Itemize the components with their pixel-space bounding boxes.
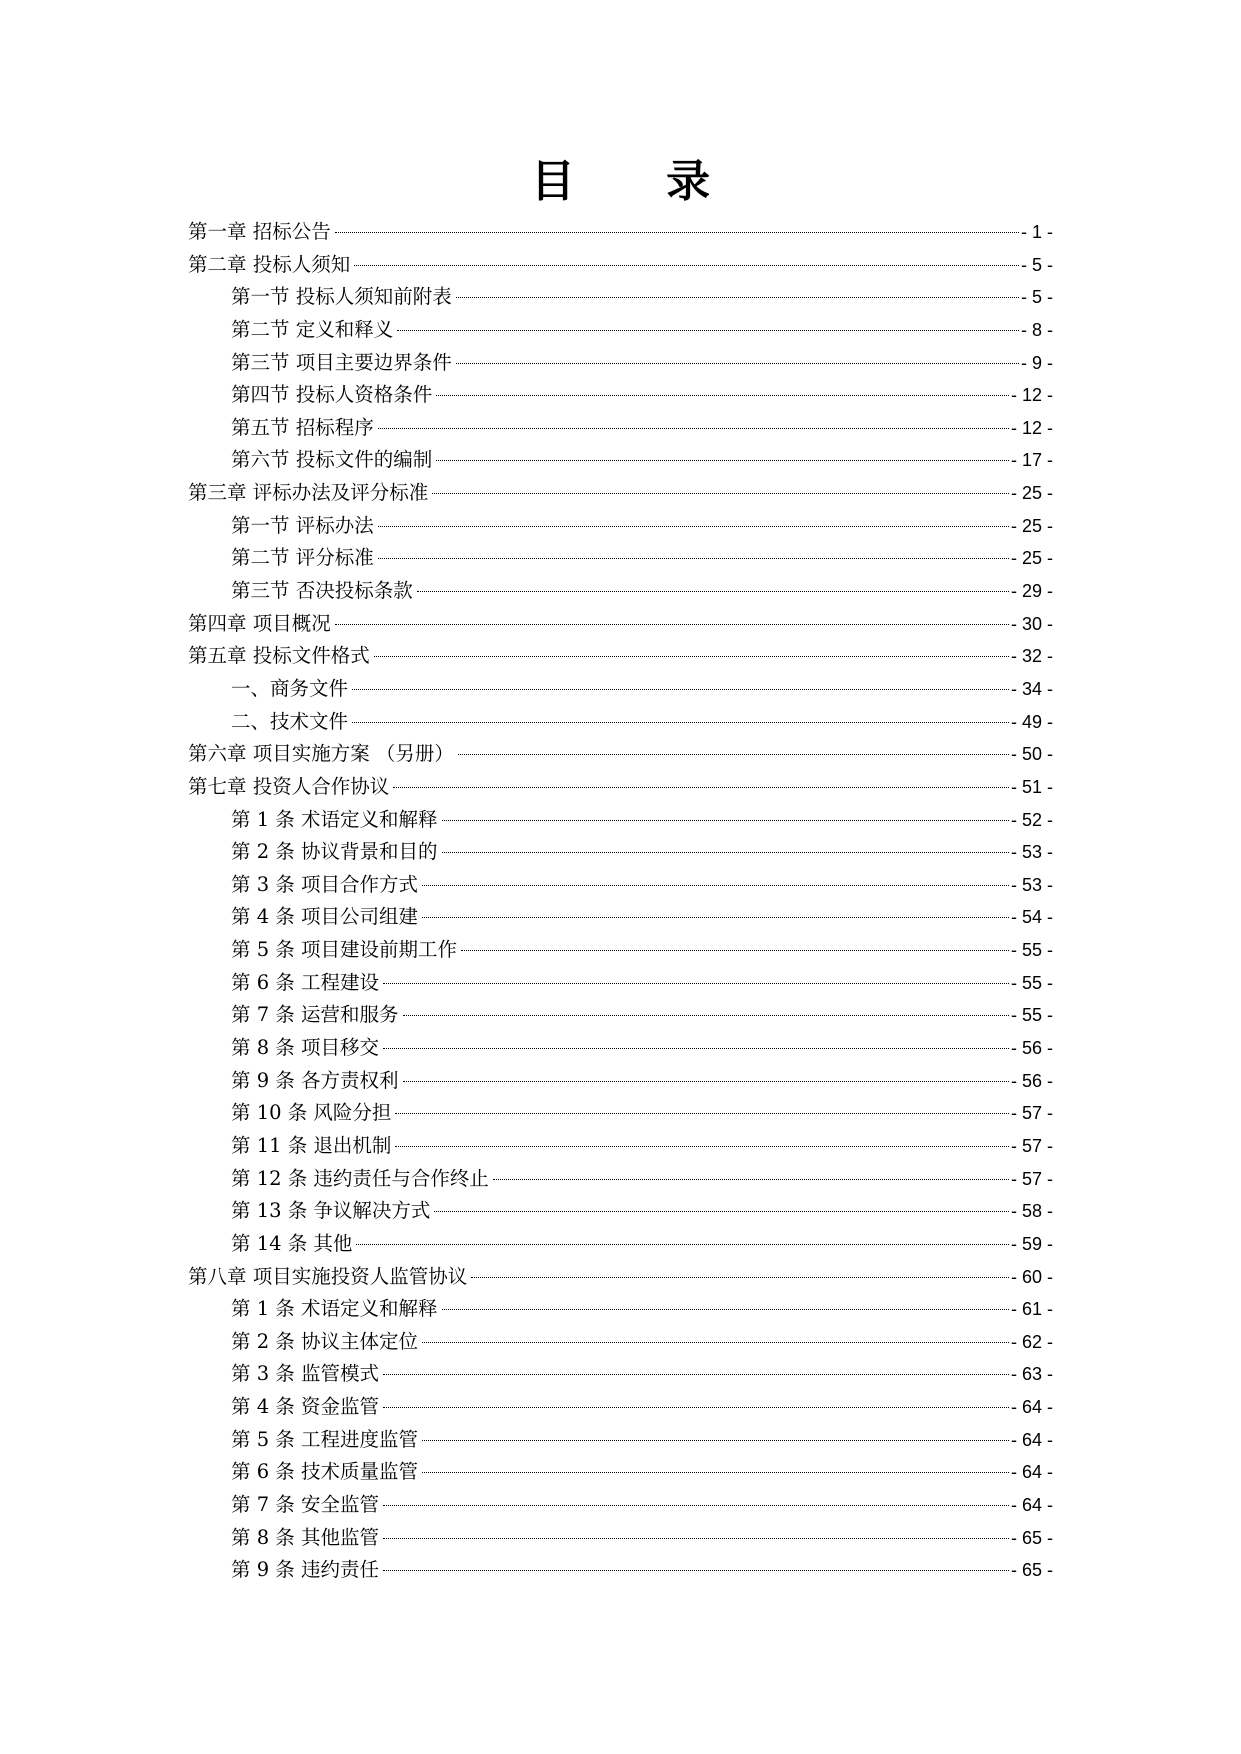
- toc-page-number: - 57 -: [1010, 1135, 1053, 1156]
- toc-dot-leader: [434, 1211, 1009, 1212]
- toc-section-entry[interactable]: [188, 1358, 1053, 1391]
- toc-entry-label: 第 2 条 协议主体定位: [231, 1329, 419, 1353]
- toc-entry-label: 第三章 评标办法及评分标准: [188, 481, 429, 505]
- toc-entry-label: 第六章 项目实施方案 （另册）: [188, 742, 454, 766]
- toc-section-entry[interactable]: [188, 706, 1053, 739]
- toc-page-number: - 59 -: [1010, 1233, 1053, 1254]
- toc-entry-label: 第 6 条 技术质量监管: [231, 1460, 419, 1484]
- toc-entry-label: 第八章 项目实施投资人监管协议: [188, 1264, 468, 1288]
- toc-page-number: - 8 -: [1020, 319, 1053, 340]
- toc-page-number: - 5 -: [1020, 254, 1053, 275]
- toc-page-number: - 53 -: [1010, 874, 1053, 895]
- toc-dot-leader: [403, 1015, 1009, 1016]
- toc-entry-label: 第五节 招标程序: [231, 415, 374, 439]
- toc-chapter-entry[interactable]: [188, 640, 1053, 673]
- toc-page-number: - 17 -: [1010, 450, 1053, 471]
- toc-chapter-entry[interactable]: [188, 1261, 1053, 1294]
- toc-entry-label: 第 9 条 违约责任: [231, 1558, 380, 1582]
- toc-dot-leader: [456, 363, 1019, 364]
- toc-page-number: - 1 -: [1020, 222, 1053, 242]
- toc-section-entry[interactable]: [188, 673, 1053, 706]
- toc-dot-leader: [422, 1342, 1009, 1343]
- toc-entry-label: 第 8 条 项目移交: [231, 1036, 380, 1060]
- toc-section-entry[interactable]: [188, 347, 1053, 380]
- toc-page-number: - 64 -: [1010, 1462, 1053, 1483]
- toc-section-entry[interactable]: [188, 1554, 1053, 1587]
- toc-dot-leader: [422, 1440, 1009, 1441]
- toc-dot-leader: [458, 754, 1009, 755]
- toc-entry-label: 第二节 评分标准: [231, 546, 374, 570]
- toc-section-entry[interactable]: [188, 999, 1053, 1032]
- toc-page-number: - 12 -: [1010, 417, 1053, 438]
- toc-section-entry[interactable]: [188, 967, 1053, 1000]
- toc-dot-leader: [374, 656, 1009, 657]
- toc-entry-label: 第 13 条 争议解决方式: [231, 1199, 431, 1223]
- toc-page-number: - 49 -: [1010, 711, 1053, 732]
- toc-page-number: - 25 -: [1010, 483, 1053, 504]
- toc-page-number: - 63 -: [1010, 1364, 1053, 1385]
- toc-dot-leader: [378, 428, 1009, 429]
- toc-dot-leader: [395, 1146, 1009, 1147]
- toc-page-number: - 60 -: [1010, 1266, 1053, 1287]
- toc-section-entry[interactable]: [188, 1032, 1053, 1065]
- toc-dot-leader: [442, 820, 1009, 821]
- toc-dot-leader: [493, 1179, 1009, 1180]
- toc-entry-label: 二、技术文件: [231, 709, 349, 733]
- toc-dot-leader: [335, 624, 1009, 625]
- toc-entry-label: 第七章 投资人合作协议: [188, 774, 390, 798]
- toc-entry-label: 第 3 条 监管模式: [231, 1362, 380, 1386]
- page-title: 目 录: [530, 156, 749, 207]
- toc-dot-leader: [354, 265, 1019, 266]
- toc-entry-label: 第 10 条 风险分担: [231, 1101, 392, 1125]
- toc-entry-label: 第四节 投标人资格条件: [231, 383, 433, 407]
- toc-entry-label: 第五章 投标文件格式: [188, 644, 370, 668]
- toc-dot-leader: [383, 1505, 1009, 1506]
- toc-page-number: - 51 -: [1010, 776, 1053, 797]
- toc-dot-leader: [383, 1570, 1009, 1571]
- toc-section-entry[interactable]: [188, 281, 1053, 314]
- toc-entry-label: 第 1 条 术语定义和解释: [231, 1297, 438, 1321]
- toc-dot-leader: [397, 330, 1019, 331]
- toc-section-entry[interactable]: [188, 542, 1053, 575]
- toc-page-number: - 57 -: [1010, 1103, 1053, 1124]
- toc-page-number: - 54 -: [1010, 907, 1053, 928]
- toc-entry-label: 第 3 条 项目合作方式: [231, 872, 419, 896]
- toc-dot-leader: [422, 1472, 1009, 1473]
- toc-section-entry[interactable]: [188, 836, 1053, 869]
- toc-section-entry[interactable]: [188, 1065, 1053, 1098]
- toc-dot-leader: [356, 1244, 1009, 1245]
- toc-entry-label: 第 14 条 其他: [231, 1231, 353, 1255]
- toc-chapter-entry[interactable]: [188, 608, 1053, 641]
- toc-page-number: - 62 -: [1010, 1331, 1053, 1352]
- toc-entry-label: 第 1 条 术语定义和解释: [231, 807, 438, 831]
- toc-dot-leader: [422, 885, 1009, 886]
- toc-entry-label: 第 8 条 其他监管: [231, 1525, 380, 1549]
- toc-dot-leader: [335, 232, 1019, 233]
- toc-entry-label: 第 7 条 安全监管: [231, 1492, 380, 1516]
- toc-section-entry[interactable]: [188, 934, 1053, 967]
- toc-chapter-entry[interactable]: [188, 216, 1053, 249]
- toc-page-number: - 64 -: [1010, 1494, 1053, 1515]
- toc-entry-label: 第 5 条 项目建设前期工作: [231, 938, 458, 962]
- toc-page-number: - 56 -: [1010, 1070, 1053, 1091]
- toc-page-number: - 56 -: [1010, 1038, 1053, 1059]
- toc-section-entry[interactable]: [188, 804, 1053, 837]
- toc-entry-label: 第 12 条 违约责任与合作终止: [231, 1166, 489, 1190]
- toc-entry-label: 第 4 条 资金监管: [231, 1395, 380, 1419]
- toc-dot-leader: [378, 558, 1009, 559]
- toc-dot-leader: [383, 983, 1009, 984]
- toc-page-number: - 30 -: [1010, 613, 1053, 634]
- toc-dot-leader: [432, 493, 1009, 494]
- toc-entry-label: 第 6 条 工程建设: [231, 970, 380, 994]
- toc-entry-label: 第 11 条 退出机制: [231, 1133, 392, 1157]
- toc-section-entry[interactable]: [188, 1130, 1053, 1163]
- toc-page-number: - 64 -: [1010, 1429, 1053, 1450]
- toc-page-number: - 50 -: [1010, 744, 1053, 765]
- toc-page-number: - 55 -: [1010, 972, 1053, 993]
- toc-dot-leader: [383, 1374, 1009, 1375]
- toc-page-number: - 25 -: [1010, 515, 1053, 536]
- toc-page-number: - 55 -: [1010, 1005, 1053, 1026]
- toc-dot-leader: [378, 526, 1009, 527]
- toc-page-number: - 65 -: [1010, 1527, 1053, 1548]
- toc-section-entry[interactable]: [188, 1326, 1053, 1359]
- toc-entry-label: 第 5 条 工程进度监管: [231, 1427, 419, 1451]
- toc-section-entry[interactable]: [188, 412, 1053, 445]
- toc-section-entry[interactable]: [188, 1293, 1053, 1326]
- toc-section-entry[interactable]: [188, 1522, 1053, 1555]
- toc-section-entry[interactable]: [188, 575, 1053, 608]
- toc-section-entry[interactable]: [188, 379, 1053, 412]
- toc-section-entry[interactable]: [188, 1424, 1053, 1457]
- toc-dot-leader: [383, 1407, 1009, 1408]
- table-of-contents: [188, 216, 1053, 1587]
- toc-dot-leader: [461, 950, 1009, 951]
- toc-page-number: - 12 -: [1010, 385, 1053, 406]
- toc-section-entry[interactable]: [188, 869, 1053, 902]
- toc-dot-leader: [422, 917, 1009, 918]
- toc-page-number: - 9 -: [1020, 352, 1053, 373]
- toc-page-number: - 61 -: [1010, 1299, 1053, 1320]
- toc-entry-label: 第四章 项目概况: [188, 611, 331, 635]
- toc-page-number: - 25 -: [1010, 548, 1053, 569]
- toc-section-entry[interactable]: [188, 1097, 1053, 1130]
- toc-section-entry[interactable]: [188, 901, 1053, 934]
- toc-entry-label: 第一节 投标人须知前附表: [231, 285, 452, 309]
- toc-page-number: - 5 -: [1020, 287, 1053, 308]
- toc-page-number: - 57 -: [1010, 1168, 1053, 1189]
- toc-page-number: - 55 -: [1010, 940, 1053, 961]
- toc-dot-leader: [393, 787, 1009, 788]
- toc-section-entry[interactable]: [188, 314, 1053, 347]
- toc-entry-label: 第 4 条 项目公司组建: [231, 905, 419, 929]
- toc-entry-label: 第 7 条 运营和服务: [231, 1003, 399, 1027]
- toc-page-number: - 58 -: [1010, 1201, 1053, 1222]
- toc-chapter-entry[interactable]: [188, 771, 1053, 804]
- toc-section-entry[interactable]: [188, 1456, 1053, 1489]
- toc-dot-leader: [442, 1309, 1009, 1310]
- toc-dot-leader: [352, 689, 1009, 690]
- toc-entry-label: 第一章 招标公告: [188, 220, 331, 243]
- toc-section-entry[interactable]: [188, 1228, 1053, 1261]
- toc-dot-leader: [352, 722, 1009, 723]
- toc-dot-leader: [383, 1048, 1009, 1049]
- toc-dot-leader: [403, 1081, 1009, 1082]
- toc-section-entry[interactable]: [188, 444, 1053, 477]
- toc-dot-leader: [471, 1277, 1009, 1278]
- toc-entry-label: 第 2 条 协议背景和目的: [231, 840, 438, 864]
- toc-entry-label: 第二节 定义和释义: [231, 317, 394, 341]
- toc-section-entry[interactable]: [188, 1489, 1053, 1522]
- toc-dot-leader: [417, 591, 1009, 592]
- toc-entry-label: 一、商务文件: [231, 676, 349, 700]
- toc-dot-leader: [436, 395, 1009, 396]
- toc-dot-leader: [442, 852, 1009, 853]
- toc-section-entry[interactable]: [188, 1163, 1053, 1196]
- toc-dot-leader: [436, 460, 1009, 461]
- toc-entry-label: 第 9 条 各方责权利: [231, 1068, 399, 1092]
- toc-dot-leader: [395, 1113, 1009, 1114]
- toc-page-number: - 29 -: [1010, 581, 1053, 602]
- toc-section-entry[interactable]: [188, 1391, 1053, 1424]
- toc-entry-label: 第一节 评标办法: [231, 513, 374, 537]
- toc-page-number: - 65 -: [1010, 1560, 1053, 1581]
- toc-entry-label: 第三节 否决投标条款: [231, 579, 413, 603]
- toc-entry-label: 第六节 投标文件的编制: [231, 448, 433, 472]
- toc-dot-leader: [383, 1538, 1009, 1539]
- toc-page-number: - 52 -: [1010, 809, 1053, 830]
- toc-page-number: - 64 -: [1010, 1397, 1053, 1418]
- toc-page-number: - 32 -: [1010, 646, 1053, 667]
- toc-page-number: - 34 -: [1010, 678, 1053, 699]
- toc-section-entry[interactable]: [188, 1195, 1053, 1228]
- toc-page-number: - 53 -: [1010, 842, 1053, 863]
- toc-entry-label: 第二章 投标人须知: [188, 252, 351, 276]
- toc-dot-leader: [456, 297, 1019, 298]
- toc-chapter-entry[interactable]: [188, 477, 1053, 510]
- toc-chapter-entry[interactable]: [188, 738, 1053, 771]
- toc-entry-label: 第三节 项目主要边界条件: [231, 350, 452, 374]
- toc-section-entry[interactable]: [188, 510, 1053, 543]
- toc-chapter-entry[interactable]: [188, 249, 1053, 282]
